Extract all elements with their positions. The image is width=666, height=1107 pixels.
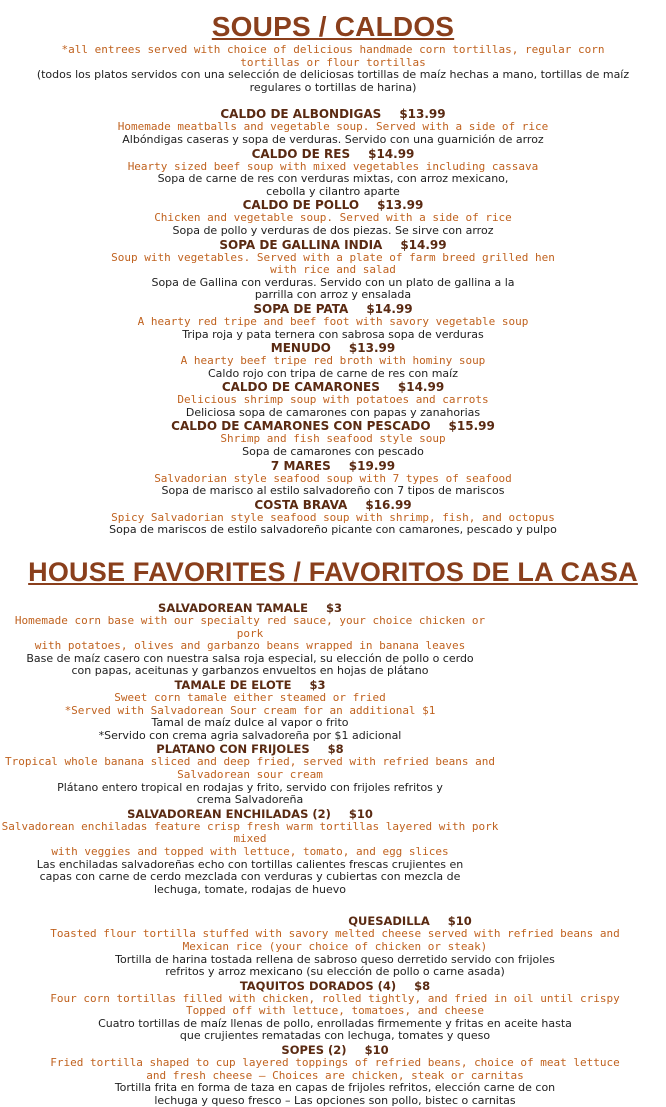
soups-note-es: (todos los platos servidos con una selección de deliciosas tortillas de maíz hechas a mano, tortillas de maíz regulares o tortillas de harina) [36,68,630,94]
menu-item-description-en: A hearty red tripe and beef foot with savory vegetable soup [137,314,529,328]
menu-item-price: $13.99 [348,341,396,356]
menu-item-description-es: Albóndigas caseras y sopa de verduras. Servido con una guarnición de arroz [122,132,544,146]
menu-item [0,302,666,341]
menu-item-price: $14.99 [366,301,413,316]
menu-item-title [0,147,666,161]
soups-note-en: *all entrees served with choice of delicious handmade corn tortillas, regular corn tortillas or flour tortillas [61,43,605,69]
menu-item-price: $14.99 [397,380,445,395]
menu-item-description-en: Shrimp and fish seafood style soup [220,432,446,446]
menu-item-description-en: with potatoes, olives and garbanzo beans wrapped in banana leaves [34,639,466,653]
menu-item [20,1043,650,1107]
menu-item [0,742,500,806]
menu-item [0,147,666,199]
menu-item-title [0,807,500,821]
menu-item-title [0,238,666,252]
menu-item-name: MENUDO [270,341,331,356]
menu-item-description-es: parrilla con arroz y ensalada [254,288,412,302]
menu-item [0,380,666,419]
menu-item-title [0,302,666,316]
menu-item-name: SALVADOREAN ENCHILADAS (2) [127,806,331,821]
menu-item-name: PLATANO CON FRIJOLES [156,742,310,757]
menu-item-title [0,380,666,394]
menu-item-description-en: Chicken and vegetable soup. Served with a side of rice [154,211,512,225]
menu-item-name: SOPA DE GALLINA INDIA [219,237,383,252]
menu-item-description-es: *Servido con crema agria salvadoreña por $1 adicional [98,728,402,742]
menu-item-description-en: Hearty sized beef soup with mixed vegetables including cassava [127,159,539,173]
house-left-list [0,601,500,896]
menu-item-price: $10 [364,1043,389,1058]
menu-item-description-es: refritos y arroz mexicano (su elección de pollo o carne asada) [165,965,505,979]
menu-item-description-en: Spicy Salvadorian style seafood soup with shrimp, fish, and octopus [111,510,555,524]
menu-item-description-en: *Served with Salvadorean Sour cream for an additional $1 [64,703,436,717]
menu-item-title [0,678,500,692]
menu-item-description-en: with rice and salad [270,263,396,277]
menu-item-description-en: Salvadorian style seafood soup with 7 types of seafood [154,471,512,485]
menu-item [0,419,666,458]
menu-item-price: $3 [325,601,342,616]
menu-item-description-es: con papas, aceitunas y garbanzos envueltos en hojas de plátano [71,664,429,678]
menu-item-description-es: Tripa roja y pata ternera con sabrosa sopa de verduras [182,327,484,341]
menu-item-title [0,498,666,512]
menu-item [20,979,650,1043]
menu-item-description-es: Tamal de maíz dulce al vapor o frito [151,716,349,730]
soups-list [0,107,666,537]
menu-item-title [0,459,666,473]
menu-item-description-es: lechuga, tomate, rodajas de huevo [153,882,347,896]
menu-item-description-es: Tortilla de harina tostada rellena de sabroso queso derretido servido con frijoles [115,952,555,966]
menu-item-description-es: lechuga y queso fresco – Las opciones son pollo, bistec o carnitas [154,1093,516,1107]
menu-item [0,341,666,380]
menu-item-description-en: A hearty beef tripe red broth with hominy soup [180,354,486,368]
menu-item-description-en: Tropical whole banana sliced and deep fried, served with refried beans and [4,755,496,769]
menu-item [0,601,500,678]
menu-item-name: SOPA DE PATA [253,301,349,316]
house-right-list [20,914,650,1107]
menu-item-name: SOPES (2) [281,1043,347,1058]
menu-item-price: $14.99 [368,146,415,161]
menu-item-name: SALVADOREAN TAMALE [158,601,308,616]
menu-item-title [0,341,666,355]
menu-item-price: $14.99 [400,237,447,252]
menu-item-name: CALDO DE RES [251,146,351,161]
menu-item [0,807,500,897]
menu-item-title [20,1043,650,1057]
menu-item-description-es: Sopa de marisco al estilo salvadoreño con 7 tipos de mariscos [161,484,505,498]
menu-item [0,238,666,302]
menu-item-description-en: with veggies and topped with lettuce, tomato, and egg slices [51,844,449,858]
menu-item-price: $8 [414,978,431,993]
menu-item-description-en: Mexican rice (your choice of chicken or steak) [182,939,488,953]
menu-item [0,459,666,498]
menu-item-price: $13.99 [377,198,424,213]
menu-item-description-en: Homemade meatballs and vegetable soup. Served with a side of rice [117,120,549,134]
menu-item [0,678,500,742]
menu-item-description-en: Fried tortilla shaped to cup layered toppings of refried beans, choice of meat lettuce [50,1056,620,1070]
menu-item-description-en: Toasted flour tortilla stuffed with savory melted cheese served with refried beans and [50,927,620,941]
menu-item-description-es: Las enchiladas salvadoreñas echo con tortillas calientes frescas crujientes en [36,857,464,871]
menu-item-description-en: and fresh cheese – Choices are chicken, steak or carnitas [146,1068,524,1082]
menu-item-name: TAMALE DE ELOTE [174,678,292,692]
menu-item-description-en: Soup with vegetables. Served with a plate of farm breed grilled hen [111,250,555,264]
menu-item-description-es: Sopa de Gallina con verduras. Servido con un plato de gallina a la [151,275,515,289]
menu-item [0,198,666,237]
menu-item-price: $10 [447,914,472,929]
menu-item-description-es: Sopa de camarones con pescado [242,445,424,459]
menu-item-description-es: Sopa de carne de res con verduras mixtas, con arroz mexicano, [157,172,509,186]
menu-item [0,498,666,537]
menu-item-name: QUESADILLA [348,914,430,929]
menu-item-price: $10 [348,806,373,821]
menu-item-name: CALDO DE CAMARONES [221,380,380,395]
soups-heading: SOUPS / CALDOS [211,11,455,42]
menu-item-description-en: Delicious shrimp soup with potatoes and carrots [177,393,489,407]
menu-item-description-es: Base de maíz casero con nuestra salsa roja especial, su elección de pollo o cerdo [26,651,474,665]
menu-item-title [0,419,666,433]
menu-item-name: CALDO DE CAMARONES CON PESCADO [171,419,431,434]
menu-item-title [20,979,650,993]
menu-item-description-es: capas con carne de cerdo mezclada con verduras y cubiertas con mezcla de [39,870,461,884]
menu-item-name: COSTA BRAVA [254,497,348,512]
menu-item-price: $8 [327,742,344,757]
menu-item-description-es: cebolla y cilantro aparte [266,184,400,198]
menu-item-price: $19.99 [348,458,396,473]
menu-item-description-es: Caldo rojo con tripa de carne de res con maíz [208,366,458,380]
menu-item-price: $15.99 [448,419,495,434]
menu-item-title [0,107,666,121]
menu-item-title [0,601,500,615]
menu-item-title [0,198,666,212]
menu-item-description-es: Sopa de mariscos de estilo salvadoreño picante con camarones, pescado y pulpo [109,523,557,537]
menu-item-description-es: que crujientes rematadas con lechuga, tomates y queso [179,1029,491,1043]
menu-item-description-en: Four corn tortillas filled with chicken, rolled tightly, and fried in oil until crispy [50,991,620,1005]
menu-item-title [0,742,500,756]
menu-item-name: CALDO DE ALBONDIGAS [220,107,382,122]
menu-item [0,107,666,146]
menu-item-description-en: Topped off with lettuce, tomatoes, and cheese [185,1004,484,1018]
menu-item-description-es: Tortilla frita en forma de taza en capas de frijoles refritos, elección carne de con [114,1081,556,1095]
menu-item-description-es: Sopa de pollo y verduras de dos piezas. Se sirve con arroz [172,223,494,237]
menu-item-description-es: Cuatro tortillas de maíz llenas de pollo, enrolladas firmemente y fritas en aceite hasta [98,1016,572,1030]
menu-item-name: CALDO DE POLLO [242,198,360,213]
menu-item-description-es: Deliciosa sopa de camarones con papas y zanahorias [185,405,481,419]
menu-item-price: $3 [309,678,326,692]
menu-item-description-es: crema Salvadoreña [196,793,304,807]
menu-item-price: $16.99 [365,497,412,512]
house-heading: HOUSE FAVORITES / FAVORITOS DE LA CASA [28,557,638,588]
menu-item-name: 7 MARES [270,458,331,473]
menu-item-description-en: Salvadorean sour cream [177,767,323,781]
menu-item [20,914,650,978]
menu-item-description-en: Homemade corn base with our specialty red sauce, your choice chicken or pork [14,614,486,640]
menu-item-price: $13.99 [399,107,446,122]
menu-item-title [20,914,650,928]
menu-item-description-en: Sweet corn tamale either steamed or fried [114,691,386,704]
menu-item-name: TAQUITOS DORADOS (4) [239,978,397,993]
menu-item-description-es: Plátano entero tropical en rodajas y frito, servido con frijoles refritos y [57,780,443,794]
menu-item-description-en: Salvadorean enchiladas feature crisp fresh warm tortillas layered with pork mixed [1,819,499,846]
